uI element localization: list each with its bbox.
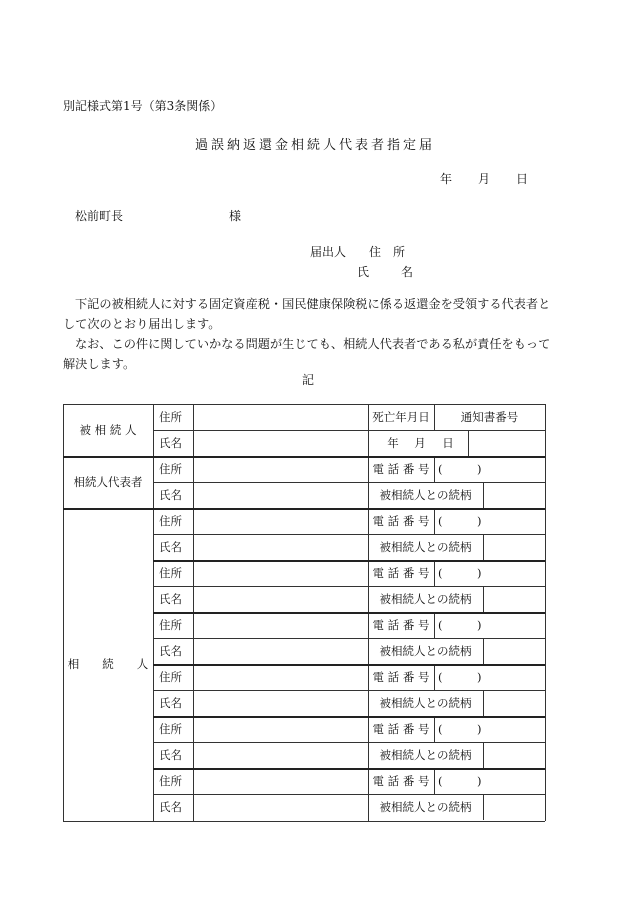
table-row-rule [153,482,545,483]
heir-phone-paren: ( ) [438,670,482,684]
heir-phone-label: 電 話 番 号 [372,670,430,684]
table-row-rule [153,742,545,743]
form-number-label: 別記様式第1号（第3条関係） [63,99,223,113]
table-col-rule [434,508,435,534]
table-col-rule [483,690,484,716]
date-month: 月 [477,172,490,186]
representative-phone-paren: ( ) [438,462,482,476]
table-col-rule [483,482,484,508]
table-col-rule [483,534,484,560]
table-border-right [545,404,546,821]
table-col-rule [434,664,435,690]
heir-relation-label: 被相続人との続柄 [379,696,472,710]
body-paragraph-1: 下記の被相続人に対する固定資産税・国民健康保険税に係る返還金を受領する代表者として次のとおり届出します。 [63,297,551,331]
body-paragraph-2: なお、この件に関していかなる問題が生じても、相続人代表者である私が責任をもって解決します。 [63,337,551,371]
table-row-rule [153,534,545,535]
table-col-rule [483,794,484,820]
heir-relation-label: 被相続人との続柄 [379,592,472,606]
heir-phone-label: 電 話 番 号 [372,514,430,528]
death-date-month: 月 [414,436,426,450]
heir-phone-paren: ( ) [438,566,482,580]
filer-label: 届出人 [310,245,347,259]
table-col-rule [483,586,484,612]
representative-group-label: 相続人代表者 [73,475,143,489]
heir-phone-label: 電 話 番 号 [372,566,430,580]
table-row-rule [153,638,545,639]
heir-address-label: 住所 [159,774,182,788]
heir-name-label: 氏名 [159,592,182,606]
death-date-year: 年 [387,436,399,450]
heir-relation-label: 被相続人との続柄 [379,540,472,554]
filer-name-label: 氏 名 [357,265,424,279]
heir-phone-label: 電 話 番 号 [372,722,430,736]
filer-address-label: 住 所 [369,245,406,259]
table-border-bottom [63,821,545,822]
table-col-rule [468,430,469,456]
addressee-name: 松前町長 [75,209,124,223]
heir-phone-paren: ( ) [438,774,482,788]
heir-name-label: 氏名 [159,748,182,762]
heirs-group-label: 相 続 人 [67,657,149,671]
table-col-rule [434,768,435,794]
heir-phone-paren: ( ) [438,618,482,632]
heir-address-label: 住所 [159,618,182,632]
representative-name-label: 氏名 [159,488,182,502]
addressee-honorific: 様 [229,209,242,223]
document-title: 過誤納返還金相続人代表者指定届 [194,138,435,153]
ki-heading: 記 [302,373,315,387]
death-date-day: 日 [442,436,454,450]
heir-name-label: 氏名 [159,540,182,554]
heir-name-label: 氏名 [159,800,182,814]
heir-phone-label: 電 話 番 号 [372,774,430,788]
heir-relation-label: 被相続人との続柄 [379,800,472,814]
heir-address-label: 住所 [159,670,182,684]
table-col-rule [434,612,435,638]
notice-number-label: 通知書番号 [460,410,519,424]
representative-address-label: 住所 [159,462,182,476]
date-year: 年 [439,172,452,186]
heir-name-label: 氏名 [159,696,182,710]
date-line [440,170,528,187]
table-col-rule [434,716,435,742]
heir-relation-label: 被相続人との続柄 [379,644,472,658]
decedent-name-label: 氏名 [159,436,182,450]
table-col-rule [483,742,484,768]
representative-relation-label: 被相続人との続柄 [379,488,472,502]
date-day: 日 [515,172,528,186]
table-row-rule [153,690,545,691]
table-row-rule [153,430,545,431]
decedent-group-label: 被 相 続 人 [79,423,137,437]
heir-address-label: 住所 [159,722,182,736]
heir-phone-paren: ( ) [438,514,482,528]
heir-name-label: 氏名 [159,644,182,658]
heir-phone-paren: ( ) [438,722,482,736]
death-date-label: 死亡年月日 [372,410,430,424]
representative-phone-label: 電 話 番 号 [372,462,430,476]
heir-relation-label: 被相続人との続柄 [379,748,472,762]
heir-address-label: 住所 [159,566,182,580]
table-col-rule [483,638,484,664]
heir-phone-label: 電 話 番 号 [372,618,430,632]
table-row-rule [153,586,545,587]
table-col-rule [434,560,435,586]
table-row-rule [153,794,545,795]
heir-address-label: 住所 [159,514,182,528]
table-col-rule [434,456,435,482]
decedent-address-label: 住所 [159,410,182,424]
